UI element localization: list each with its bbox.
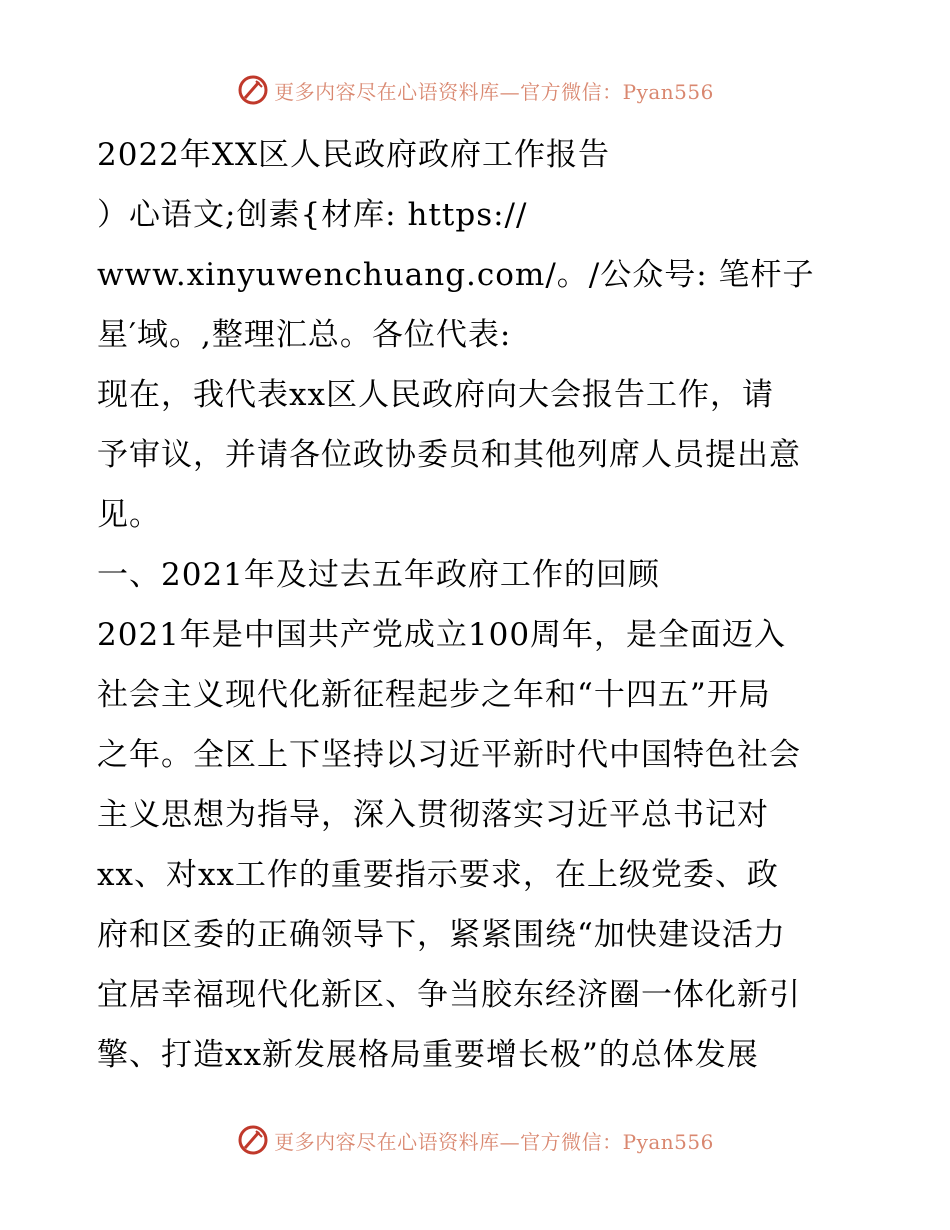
- document-body: [97, 125, 857, 1085]
- text-line: 府和区委的正确领导下，紧紧围绕“加快建设活力: [97, 917, 786, 953]
- text-line: 星′域。,整理汇总。各位代表:: [97, 317, 512, 353]
- text-line: 予审议，并请各位政协委员和其他列席人员提出意: [97, 437, 801, 473]
- text-line: 社会主义现代化新征程起步之年和“十四五”开局: [97, 677, 771, 713]
- text-line: www.xinyuwenchuang.com/。/公众号: 笔杆子: [97, 257, 815, 293]
- footer-banner-text: 更多内容尽在心语资料库—官方微信：Pyan556: [274, 1129, 714, 1154]
- text-line: 之年。全区上下坚持以习近平新时代中国特色社会: [97, 737, 801, 773]
- text-line: 主义思想为指导，深入贯彻落实习近平总书记对: [97, 797, 769, 833]
- pen-logo-icon: [236, 73, 270, 107]
- text-line: 现在，我代表xx区人民政府向大会报告工作，请: [97, 377, 774, 413]
- text-line: ）心语文;创素{材库: https://: [97, 197, 528, 233]
- pen-logo-icon: [236, 1123, 270, 1157]
- text-line: xx、对xx工作的重要指示要求，在上级党委、政: [97, 857, 779, 893]
- section-heading: 一、2021年及过去五年政府工作的回顾: [97, 557, 660, 593]
- text-line: 擎、打造xx新发展格局重要增长极”的总体发展: [97, 1037, 759, 1073]
- document-title: 2022年XX区人民政府政府工作报告: [97, 137, 611, 173]
- footer-banner: [0, 1120, 950, 1160]
- text-line: 2021年是中国共产党成立100周年，是全面迈入: [97, 617, 787, 653]
- header-banner: [0, 70, 950, 110]
- header-banner-text: 更多内容尽在心语资料库—官方微信：Pyan556: [274, 79, 714, 104]
- text-line: 宜居幸福现代化新区、争当胶东经济圈一体化新引: [97, 977, 801, 1013]
- text-line: 见。: [97, 497, 161, 533]
